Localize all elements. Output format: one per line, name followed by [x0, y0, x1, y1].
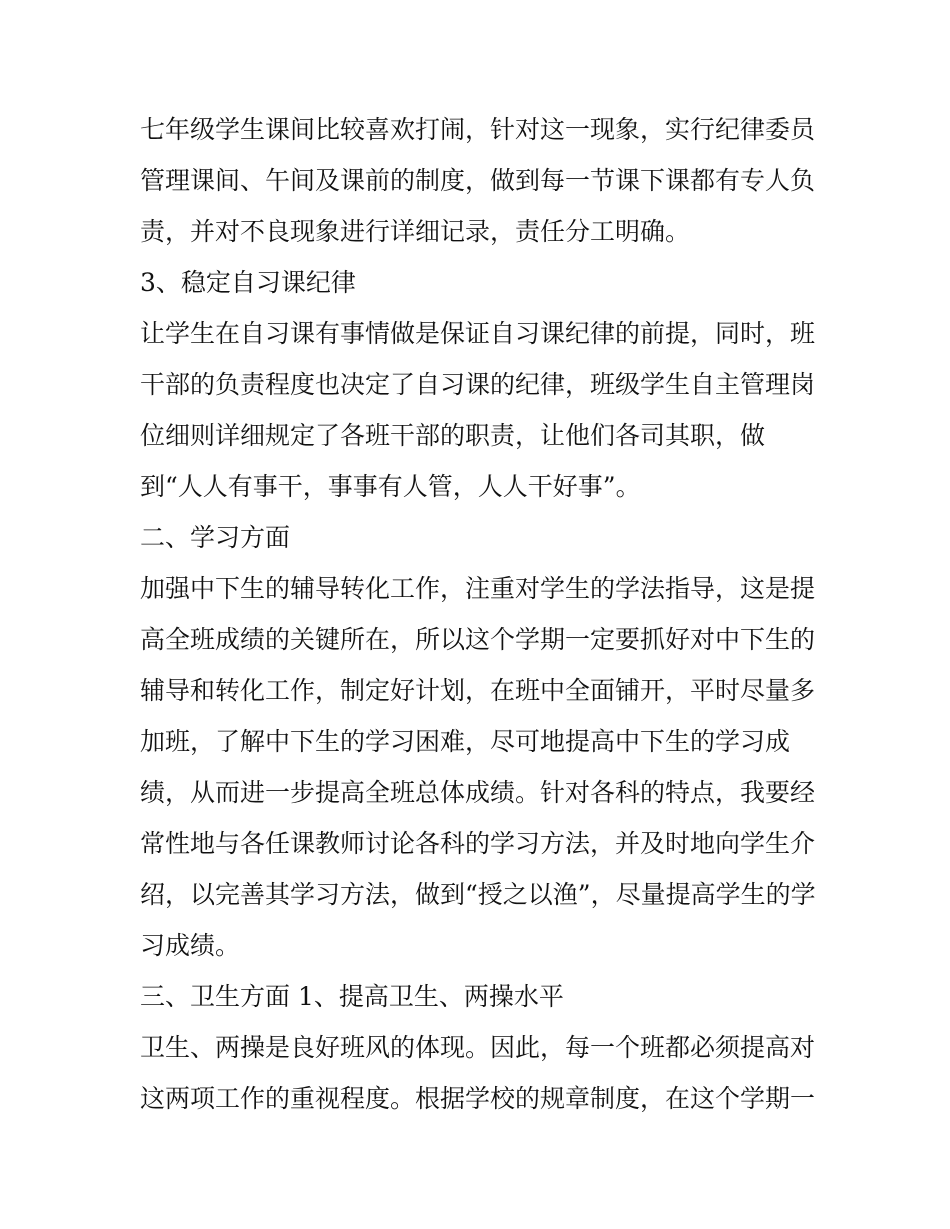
paragraph-line: 加班，了解中下生的学习困难，尽可地提高中下生的学习成: [140, 727, 791, 756]
paragraph-line: 管理课间、午间及课前的制度，做到每一节课下课都有专人负: [140, 166, 816, 195]
paragraph-line: 习成绩。: [140, 931, 241, 960]
paragraph-line: 位细则详细规定了各班干部的职责，让他们各司其职，做: [140, 421, 766, 450]
paragraph-line: 到“人人有事干，事事有人管，人人干好事”。: [140, 472, 641, 501]
paragraph-line: 绩，从而进一步提高全班总体成绩。针对各科的特点，我要经: [140, 778, 816, 807]
paragraph-line: 干部的负责程度也决定了自习课的纪律，班级学生自主管理岗: [140, 370, 816, 399]
document-body: [140, 104, 820, 1124]
paragraph-line: 卫生、两操是良好班风的体现。因此，每一个班都必须提高对: [140, 1033, 816, 1062]
paragraph-line: 加强中下生的辅导转化工作，注重对学生的学法指导，这是提: [140, 574, 816, 603]
paragraph-line: 让学生在自习课有事情做是保证自习课纪律的前提，同时，班: [140, 319, 816, 348]
paragraph-line: 高全班成绩的关键所在，所以这个学期一定要抓好对中下生的: [140, 625, 816, 654]
paragraph-line: 责，并对不良现象进行详细记录，责任分工明确。: [140, 217, 691, 246]
paragraph-line: 绍，以完善其学习方法，做到“授之以渔”，尽量提高学生的学: [140, 880, 816, 909]
section-heading: 三、卫生方面 1、提高卫生、两操水平: [140, 982, 564, 1011]
paragraph-line: 这两项工作的重视程度。根据学校的规章制度，在这个学期一: [140, 1084, 816, 1113]
section-heading: 二、学习方面: [140, 523, 291, 552]
paragraph-line: 常性地与各任课教师讨论各科的学习方法，并及时地向学生介: [140, 829, 816, 858]
paragraph-line: 七年级学生课间比较喜欢打闹，针对这一现象，实行纪律委员: [140, 115, 816, 144]
section-heading: 3、稳定自习课纪律: [140, 268, 356, 297]
paragraph-line: 辅导和转化工作，制定好计划，在班中全面铺开，平时尽量多: [140, 676, 816, 705]
